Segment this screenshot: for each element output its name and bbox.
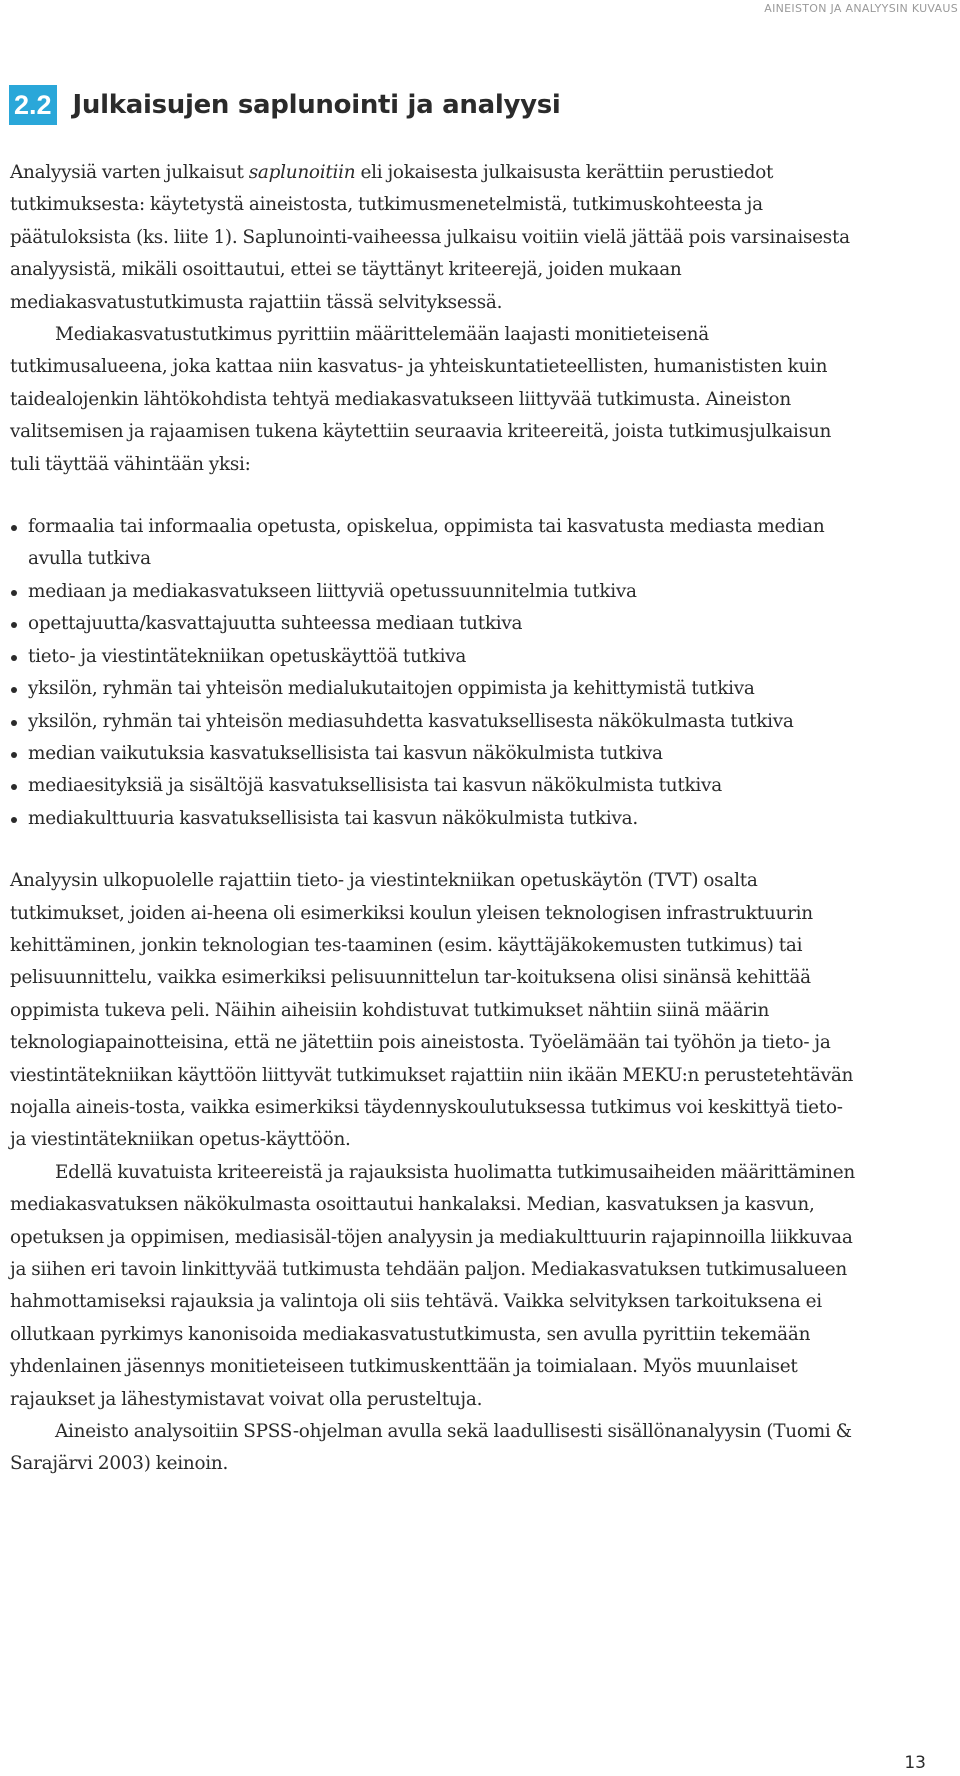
section-title: Julkaisujen saplunointi ja analyysi	[72, 90, 561, 120]
running-head: AINEISTON JA ANALYYSIN KUVAUS	[764, 2, 958, 15]
list-item	[10, 641, 862, 673]
paragraph: Mediakasvatustutkimus pyrittiin määrittelemään laajasti monitieteisenä tutkimusalueena, joka kattaa niin kasvatus- ja yhteiskuntatieteellisten, humanististen kuin taidealojenkin lähtökohdista tehtyä mediakasvatukseen liittyvää tutkimusta. Aineiston valitsemisen ja rajaamisen tukena käytettiin seuraavia kriteereitä, joista tutkimusjulkaisun tuli täyttää vähintään yksi:	[10, 324, 832, 475]
bullet-icon	[11, 752, 17, 758]
text-run: eli jokaisesta julkaisusta kerättiin perustiedot tutkimuksesta: käytetystä aineistosta, tutkimusmenetelmistä, tutkimuskohteesta ja päätuloksista (ks. liite 1). Saplunointi-vaiheessa julkaisu voitiin vielä jättää pois varsinaisesta analyysistä, mikäli osoittautui, ettei se täyttänyt kriteerejä, joiden mukaan mediakasvatustutkimusta rajattiin tässä selvityksessä.	[10, 162, 850, 313]
bullet-icon	[11, 784, 17, 790]
list-item	[10, 608, 862, 640]
list-item-text: mediaesityksiä ja sisältöjä kasvatuksellisista tai kasvun näkökulmista tutkiva	[28, 775, 722, 797]
list-item-text: opettajuutta/kasvattajuutta suhteessa mediaan tutkiva	[28, 613, 523, 635]
bullet-icon	[11, 655, 17, 661]
list-item-text: median vaikutuksia kasvatuksellisista tai kasvun näkökulmista tutkiva	[28, 742, 663, 764]
criteria-list	[10, 511, 862, 835]
list-item	[10, 738, 862, 770]
section-number: 2.2	[9, 85, 57, 125]
paragraph: Edellä kuvatuista kriteereistä ja rajauksista huolimatta tutkimusaiheiden määrittäminen mediakasvatuksen näkökulmasta osoittautui hankalaksi. Median, kasvatuksen ja kasvun, opetuksen ja oppimisen, mediasisäl-töjen analyysin ja mediakulttuurin rajapinnoilla liikkuvaa ja siihen eri tavoin linkittyvää tutkimusta tehdään paljon. Mediakasvatuksen tutkimusalueen hahmottamiseksi rajauksia ja valintoja oli siis tehtävä. Vaikka selvityksen tarkoituksena ei ollutkaan pyrkimys kanonisoida mediakasvatustutkimusta, sen avulla pyrittiin tekemään yhdenlainen jäsennys monitieteiseen tutkimuskenttään ja toimialaan. Myös muunlaiset rajaukset ja lähestymistavat voivat olla perusteltuja.	[10, 1161, 855, 1410]
paragraph: Aineisto analysoitiin SPSS-ohjelman avulla sekä laadullisesti sisällönanalyysin (Tuomi & Sarajärvi 2003) keinoin.	[10, 1421, 852, 1475]
list-item-text: tieto- ja viestintätekniikan opetuskäyttöä tutkiva	[28, 645, 467, 667]
paragraph	[10, 157, 862, 319]
list-item	[10, 576, 862, 608]
bullet-icon	[11, 622, 17, 628]
list-item	[10, 673, 862, 705]
bullet-icon	[11, 720, 17, 726]
list-item	[10, 511, 862, 576]
paragraph: Analyysin ulkopuolelle rajattiin tieto- ja viestintekniikan opetuskäytön (TVT) osalta tutkimukset, joiden ai-heena oli esimerkiksi koulun yleisen teknologisen infrastruktuurin kehittäminen, jonkin teknologian tes-taaminen (esim. käyttäjäkokemusten tutkimus) tai pelisuunnittelu, vaikka esimerkiksi pelisuunnittelun tar-koituksena olisi sinänsä kehittää oppimista tukeva peli. Näihin aiheisiin kohdistuvat tutkimukset nähtiin siinä määrin teknologiapainotteisina, että ne jätettiin pois aineistosta. Työelämään tai työhön ja tieto- ja viestintätekniikan käyttöön liittyvät tutkimukset rajattiin niin ikään MEKU:n perustetehtävän nojalla aineis-tosta, vaikka esimerkiksi täydennyskoulutuksessa tutkimus voi keskittyä tieto- ja viestintätekniikan opetus-käyttöön.	[10, 870, 854, 1151]
page-number: 13	[904, 1753, 926, 1773]
list-item	[10, 706, 862, 738]
list-item-text: yksilön, ryhmän tai yhteisön medialukutaitojen oppimista ja kehittymistä tutkiva	[28, 678, 755, 700]
section-heading	[9, 85, 561, 125]
list-item	[10, 770, 862, 802]
list-item	[10, 803, 862, 835]
list-item-text: yksilön, ryhmän tai yhteisön mediasuhdetta kasvatuksellisesta näkökulmasta tutkiva	[28, 710, 794, 732]
list-item-text: mediakulttuuria kasvatuksellisista tai kasvun näkökulmista tutkiva.	[28, 807, 638, 829]
bullet-icon	[11, 817, 17, 823]
bullet-icon	[11, 525, 17, 531]
text-run: Analyysiä varten julkaisut	[10, 162, 249, 183]
list-item-text: mediaan ja mediakasvatukseen liittyviä opetussuunnitelmia tutkiva	[28, 580, 637, 602]
list-item-text: formaalia tai informaalia opetusta, opiskelua, oppimista tai kasvatusta mediasta median avulla tutkiva	[28, 516, 825, 570]
bullet-icon	[11, 590, 17, 596]
bullet-icon	[11, 687, 17, 693]
emphasis: saplunoitiin	[248, 162, 356, 183]
body-text	[10, 157, 862, 1481]
